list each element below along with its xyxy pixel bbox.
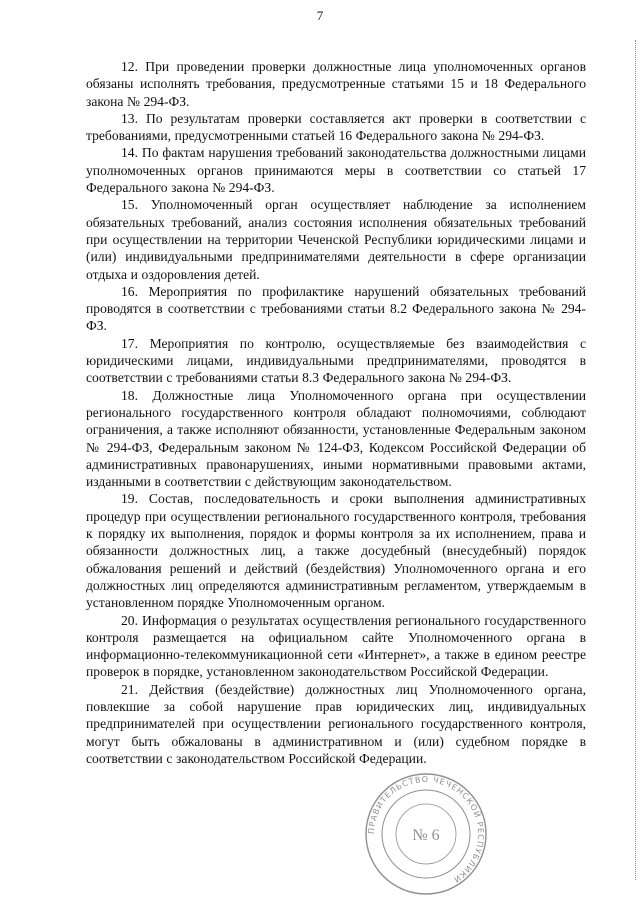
paragraph-14: 14. По фактам нарушения требований законодательства должностными лицами уполномоченных органов принимаются меры в соответствии со статьей 17 Федерального закона № 294-ФЗ.	[86, 145, 586, 196]
paragraph-12: 12. При проведении проверки должностные лица уполномоченных органов обязаны исполнять требования, предусмотренные статьями 15 и 18 Федерального закона № 294-ФЗ.	[86, 59, 586, 109]
official-stamp	[362, 770, 490, 898]
svg-text:ПРАВИТЕЛЬСТВО ЧЕЧЕНСКОЙ РЕСПУБ	[367, 775, 485, 885]
paragraph-20: 20. Информация о результатах осуществления регионального государственного контроля размещается на официальном сайте Уполномоченного органа в информационно-телекоммуникационной сети «Интернет», а также в едином реестре проверок в порядке, установленном законодательством Российской Федерации.	[86, 612, 586, 680]
paragraph-18: 18. Должностные лица Уполномоченного органа при осуществлении регионального государственного контроля обладают полномочиями, соблюдают ограничения, а также исполняют обязанности, установленные Федеральным законом № 294-ФЗ, Федеральным законом № 124-ФЗ, Кодексом Российской Федерации об административных правонарушениях, иными нормативными правовыми актами, изданными в соответствии с действующим законодательством.	[86, 387, 586, 490]
paragraph-17: 17. Мероприятия по контролю, осуществляемые без взаимодействия с юридическими лицами, индивидуальными предпринимателями, проводятся в соответствии с требованиями статьи 8.3 Федерального закона № 294-ФЗ.	[86, 335, 586, 386]
paragraph-13: 13. По результатам проверки составляется акт проверки в соответствии с требованиями, предусмотренными статьей 16 Федерального закона № 294-ФЗ.	[86, 110, 586, 144]
paragraph-21: 21. Действия (бездействие) должностных лиц Уполномоченного органа, повлекшие за собой нарушение прав юридических лиц, индивидуальных предпринимателей при осуществлении регионального государственного контроля, могут быть обжалованы в административном и (или) судебном порядке в соответствии с законодательством Российской Федерации.	[86, 681, 586, 766]
paragraph-19: 19. Состав, последовательность и сроки выполнения административных процедур при осуществлении регионального государственного контроля, требования к порядку их выполнения, порядок и формы контроля за их исполнением, права и обязанности должностных лиц, а также досудебный (внесудебный) порядок обжалования решений и действий (бездействия) Уполномоченного органа и его должностных лиц определяются административным регламентом, утверждаемым в установленном порядке Уполномоченным органом.	[86, 491, 586, 611]
paragraph-16: 16. Мероприятия по профилактике нарушений обязательных требований проводятся в соответствии с требованиями статьи 8.2 Федерального закона № 294-ФЗ.	[86, 283, 586, 334]
scan-edge-marks	[631, 40, 636, 880]
stamp-ring-text: ПРАВИТЕЛЬСТВО ЧЕЧЕНСКОЙ РЕСПУБЛИКИ	[366, 774, 486, 885]
stamp-number: № 6	[412, 827, 440, 844]
paragraph-15: 15. Уполномоченный орган осуществляет наблюдение за исполнением обязательных требований, анализ состояния исполнения обязательных требований при осуществлении на территории Чеченской Республики юридическими лицами и (или) индивидуальными предпринимателями деятельности в сфере организации отдыха и оздоровления детей.	[86, 197, 586, 282]
page-number: 7	[316, 8, 324, 23]
document-body	[86, 58, 586, 767]
